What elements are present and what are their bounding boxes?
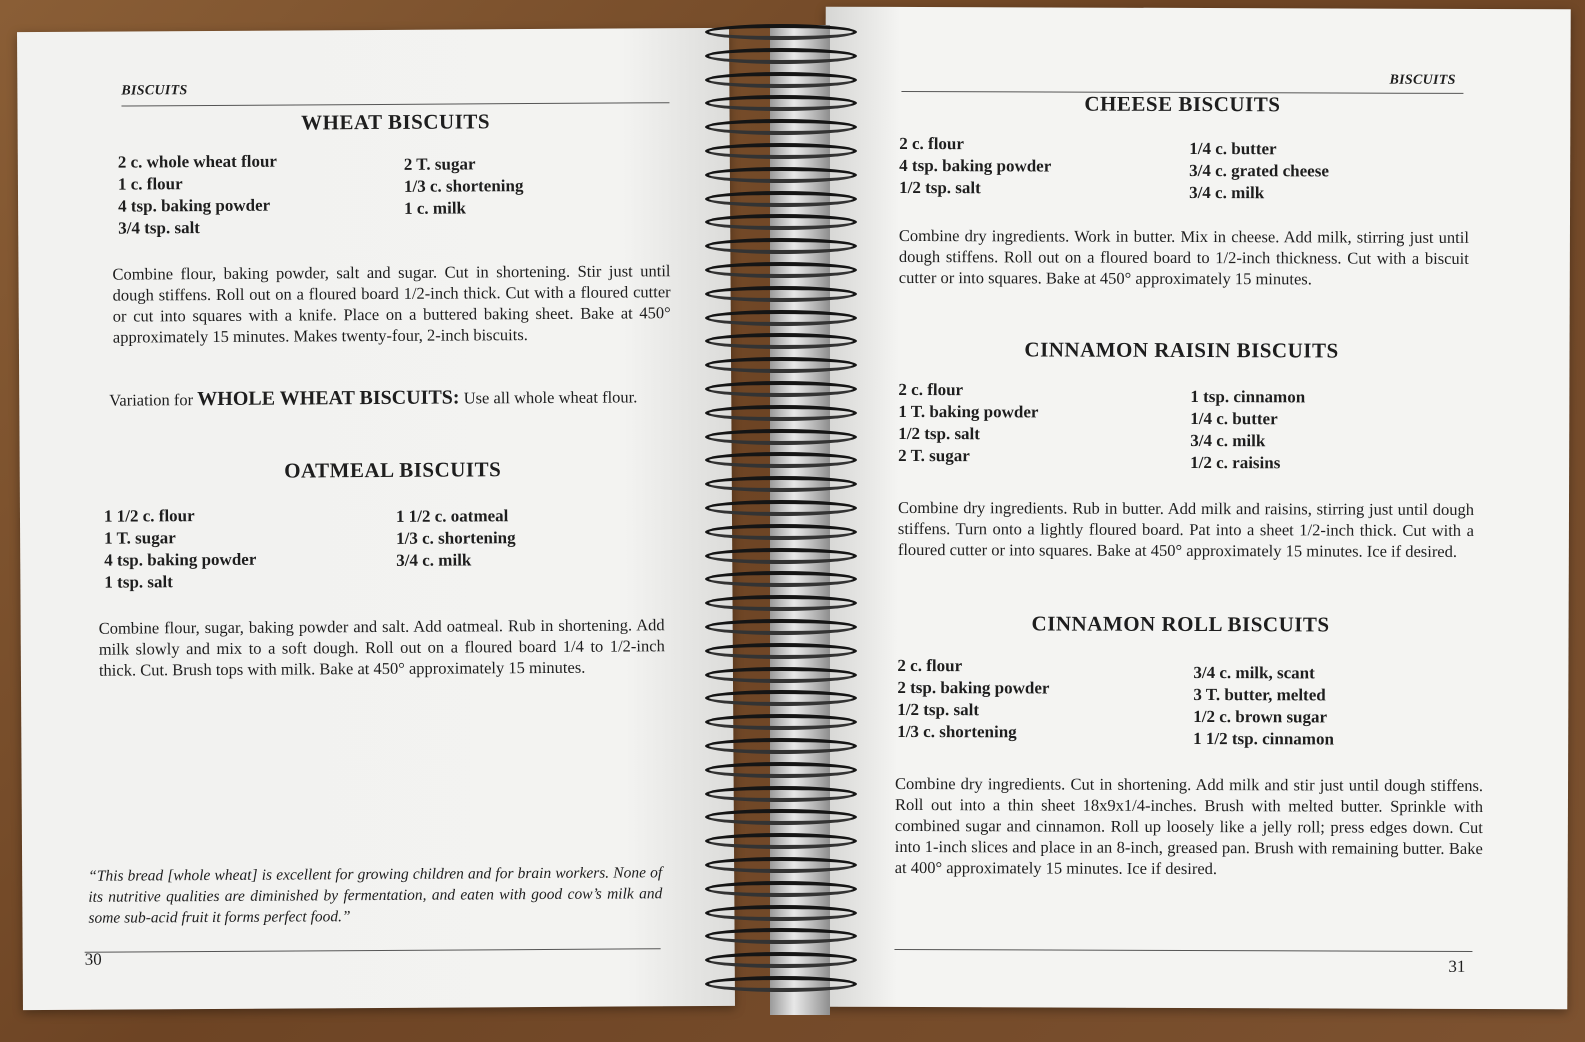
spiral-coil <box>705 762 857 778</box>
ingredient: 2 T. sugar <box>898 445 970 466</box>
ingredients-col1-wheat <box>118 151 278 240</box>
spiral-coil <box>705 429 857 445</box>
recipe-title-cinnamon-roll: CINNAMON ROLL BISCUITS <box>1031 611 1330 637</box>
ingredients-col1-cinnamon-raisin <box>898 379 1038 467</box>
spiral-coil <box>705 48 857 64</box>
spiral-coil <box>705 167 857 183</box>
ingredient: 2 tsp. baking powder <box>897 677 1050 698</box>
ingredient: 1 T. baking powder <box>898 401 1039 422</box>
variation-note <box>109 386 669 410</box>
ingredient: 3/4 c. milk <box>1189 182 1265 203</box>
page-number: 30 <box>84 949 102 969</box>
ingredients-col2-cinnamon-raisin <box>1190 386 1305 474</box>
recipe-title-oatmeal: OATMEAL BISCUITS <box>284 457 502 483</box>
ingredient: 1/2 tsp. salt <box>897 699 980 720</box>
variation-name: WHOLE WHEAT BISCUITS: <box>197 386 460 411</box>
spiral-coil <box>705 500 857 516</box>
variation-prefix: Variation for <box>109 390 198 410</box>
ingredients-col1-cheese <box>899 133 1051 200</box>
spiral-coil <box>705 381 857 397</box>
ingredient: 2 c. flour <box>898 379 964 400</box>
ingredient: 1/2 c. raisins <box>1190 452 1281 473</box>
spiral-coil <box>705 786 857 802</box>
recipe-title-cinnamon-raisin: CINNAMON RAISIN BISCUITS <box>1024 337 1339 363</box>
spiral-coil <box>705 619 857 635</box>
ingredient: 1/3 c. shortening <box>396 528 516 548</box>
ingredient: 4 tsp. baking powder <box>118 195 271 216</box>
ingredient: 3/4 c. milk <box>1190 430 1266 451</box>
page-number: 31 <box>1448 956 1466 976</box>
ingredient: 1/4 c. butter <box>1189 138 1277 159</box>
spiral-coil <box>705 643 857 659</box>
ingredient: 1 tsp. cinnamon <box>1190 386 1306 407</box>
ingredient: 4 tsp. baking powder <box>104 549 257 570</box>
spiral-coil <box>705 262 857 278</box>
spiral-coil <box>705 976 857 992</box>
ingredient: 4 tsp. baking powder <box>899 155 1052 176</box>
ingredient: 3/4 tsp. salt <box>118 218 200 238</box>
footer-rule <box>894 949 1472 952</box>
recipe-title-wheat: WHEAT BISCUITS <box>301 109 491 135</box>
right-page <box>822 7 1570 1010</box>
spiral-coil <box>705 881 857 897</box>
ingredient: 1 1/2 c. oatmeal <box>395 506 509 526</box>
spiral-coil <box>705 143 857 159</box>
ingredient: 3/4 c. milk <box>396 550 472 570</box>
spiral-coil <box>705 72 857 88</box>
ingredients-col1-oatmeal <box>104 505 257 594</box>
ingredient: 1 c. flour <box>117 174 183 194</box>
ingredient: 1/3 c. shortening <box>897 721 1017 742</box>
ingredient: 2 c. flour <box>897 655 963 676</box>
ingredients-col2-cheese <box>1189 138 1329 204</box>
ingredient: 3/4 c. milk, scant <box>1193 662 1315 683</box>
ingredient: 2 c. flour <box>899 133 964 154</box>
left-page <box>17 28 735 1010</box>
ingredient: 2 T. sugar <box>403 154 476 174</box>
ingredient: 1/2 tsp. salt <box>899 177 981 198</box>
spiral-coil <box>705 905 857 921</box>
spiral-coil <box>705 286 857 302</box>
ingredient: 1 T. sugar <box>104 528 176 548</box>
ingredient: 1 1/2 c. flour <box>103 506 195 526</box>
ingredients-col2-cinnamon-roll <box>1193 662 1334 750</box>
ingredient: 1/2 c. brown sugar <box>1193 706 1328 727</box>
ingredient: 1/4 c. butter <box>1190 408 1278 429</box>
header-rule <box>121 102 669 106</box>
directions-wheat: Combine flour, baking powder, salt and sugar. Cut in shortening. Stir just until dough stiffens. Roll out on a floured board 1/2-inch thick. Cut with a floured cutter or cut into squares with a knife. Place on a buttered baking sheet. Bake at 450° approximately 15 minutes. Makes twenty-four, 2-inch biscuits. <box>112 261 671 347</box>
directions-oatmeal: Combine flour, sugar, baking powder and salt. Add oatmeal. Rub in shortening. Add milk slowly and mix to a soft dough. Roll out on a floured board 1/4 to 1/2-inch thick. Cut. Brush tops with milk. Bake at 450° approximately 15 minutes. <box>98 615 665 680</box>
spiral-coil <box>705 191 857 207</box>
spiral-coil <box>705 310 857 326</box>
spiral-coil <box>705 24 857 40</box>
directions-cheese: Combine dry ingredients. Work in butter. Mix in cheese. Add milk, stirring just until dough stiffens. Roll out on a floured board to 1/2-inch thickness. Cut with a biscuit cutter or into squares. Bake at 450° approximately 15 minutes. <box>898 225 1469 289</box>
directions-cinnamon-raisin: Combine dry ingredients. Rub in butter. Add milk and raisins, stirring just until dough stiffens. Turn onto a lightly floured board. Pat into a sheet 1/2-inch thick. Cut with a floured cutter or into squares. Bake at 450° approximately 15 minutes. Ice if desired. <box>897 497 1475 561</box>
ingredient: 3 T. butter, melted <box>1193 684 1326 705</box>
directions-cinnamon-roll: Combine dry ingredients. Cut in shortening. Add milk and stir just until dough stiffens. Roll out into a thin sheet 18x9x1/4-inches. Brush with melted butter. Sprinkle with combined sugar and cinnamon. Roll up loosely like a jelly roll; press edges down. Cut into 1-inch slices and place in an 8-inch, greased pan. Brush with remaining butter. Bake at 400° approximately 15 minutes. Ice if desired. <box>894 773 1484 879</box>
ingredients-col2-wheat <box>404 153 524 220</box>
ingredient: 2 c. whole wheat flour <box>117 151 277 172</box>
ingredients-col1-cinnamon-roll <box>897 655 1049 744</box>
quote: “This bread [whole wheat] is excellent for growing children and for brain workers. None of its nutritive qualities are diminished by fermentation, and eaten with good cow’s milk and some sub-acid fruit it forms perfect food.” <box>88 864 663 927</box>
spiral-coil <box>705 738 857 754</box>
spiral-coil <box>705 524 857 540</box>
ingredients-col2-oatmeal <box>396 505 516 572</box>
ingredient: 1 1/2 tsp. cinnamon <box>1193 728 1334 749</box>
page-header: BISCUITS <box>1389 72 1456 88</box>
footer-rule <box>85 948 661 953</box>
spiral-coil <box>705 857 857 873</box>
ingredient: 1 tsp. salt <box>104 572 173 592</box>
spiral-coil <box>705 405 857 421</box>
recipe-title-cheese: CHEESE BISCUITS <box>1084 91 1281 117</box>
ingredient: 3/4 c. grated cheese <box>1189 160 1329 181</box>
ingredient: 1/3 c. shortening <box>403 176 524 196</box>
variation-suffix: Use all whole wheat flour. <box>459 387 638 408</box>
ingredient: 1 c. milk <box>404 198 467 218</box>
ingredient: 1/2 tsp. salt <box>898 423 981 444</box>
spiral-coil <box>705 667 857 683</box>
page-header: BISCUITS <box>121 83 188 99</box>
spiral-coil <box>705 548 857 564</box>
